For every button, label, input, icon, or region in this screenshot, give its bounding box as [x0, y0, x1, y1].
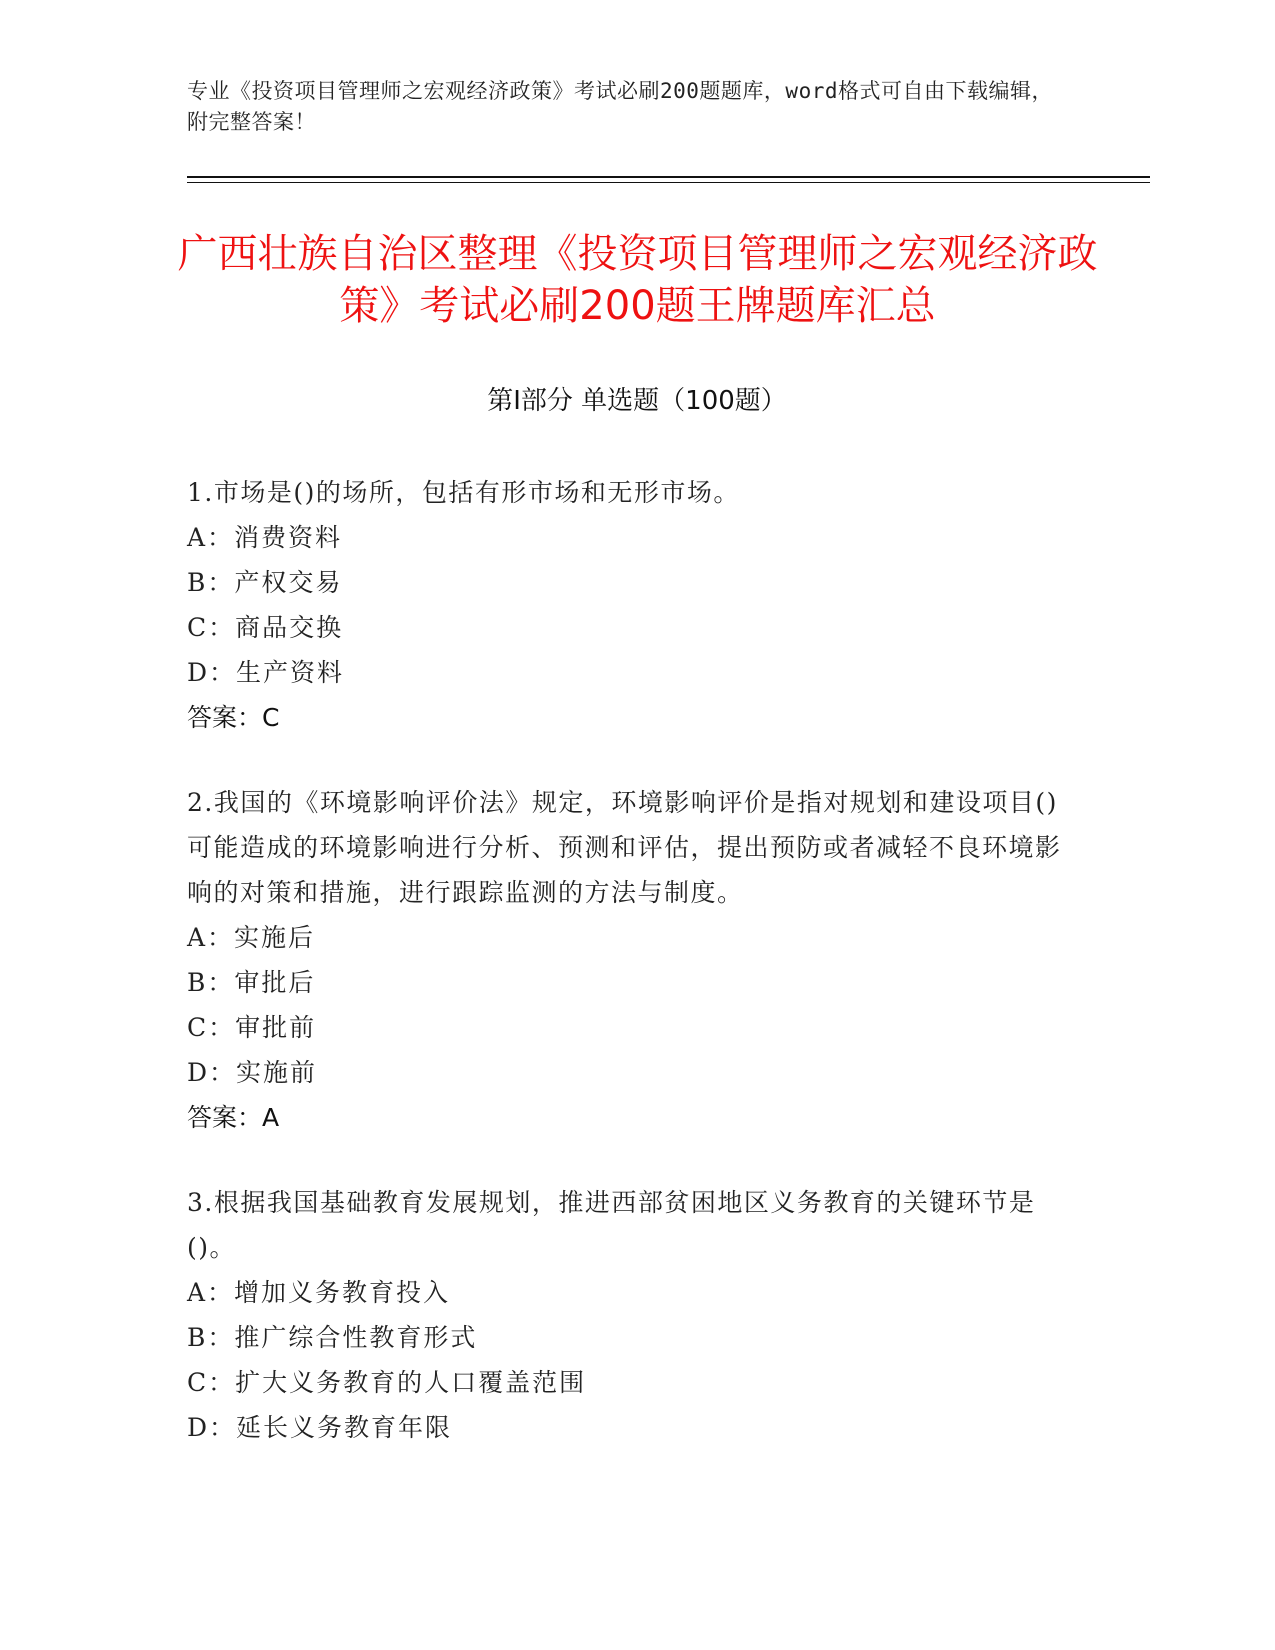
- option-c: C：审批前: [187, 1013, 317, 1042]
- question-text: 1.市场是()的场所，包括有形市场和无形市场。: [187, 478, 740, 507]
- answer-line: 答案：A: [187, 1103, 280, 1132]
- option-d: D：延长义务教育年限: [187, 1413, 453, 1442]
- question-list: [187, 470, 1067, 1490]
- option-a: A：增加义务教育投入: [187, 1278, 451, 1307]
- option-b: B：审批后: [187, 968, 316, 997]
- question-text: 2.我国的《环境影响评价法》规定，环境影响评价是指对规划和建设项目()可能造成的环境影响进行分析、预测和评估，提出预防或者减轻不良环境影响的对策和措施，进行跟踪监测的方法与制度。: [187, 788, 1062, 907]
- header-note: 专业《投资项目管理师之宏观经济政策》考试必刷200题题库，word格式可自由下载编辑，附完整答案！: [187, 79, 1053, 134]
- question-text: 3.根据我国基础教育发展规划，推进西部贫困地区义务教育的关键环节是()。: [187, 1188, 1036, 1262]
- option-a: A：实施后: [187, 923, 316, 952]
- option-d: D：实施前: [187, 1058, 318, 1087]
- question-item: [187, 470, 1067, 740]
- question-item: [187, 780, 1067, 1140]
- section-heading: 第Ⅰ部分 单选题（100题）: [487, 386, 787, 416]
- option-c: C：商品交换: [187, 613, 344, 642]
- option-b: B：产权交易: [187, 568, 343, 597]
- answer-line: 答案：C: [187, 703, 280, 732]
- option-c: C：扩大义务教育的人口覆盖范围: [187, 1368, 587, 1397]
- question-item: [187, 1180, 1067, 1450]
- option-d: D：生产资料: [187, 658, 345, 687]
- header-divider-thick: [187, 176, 1150, 178]
- option-b: B：推广综合性教育形式: [187, 1323, 478, 1352]
- header-divider-thin: [187, 182, 1150, 183]
- option-a: A：消费资料: [187, 523, 343, 552]
- document-title: 广西壮族自治区整理《投资项目管理师之宏观经济政策》考试必刷200题王牌题库汇总: [177, 231, 1098, 329]
